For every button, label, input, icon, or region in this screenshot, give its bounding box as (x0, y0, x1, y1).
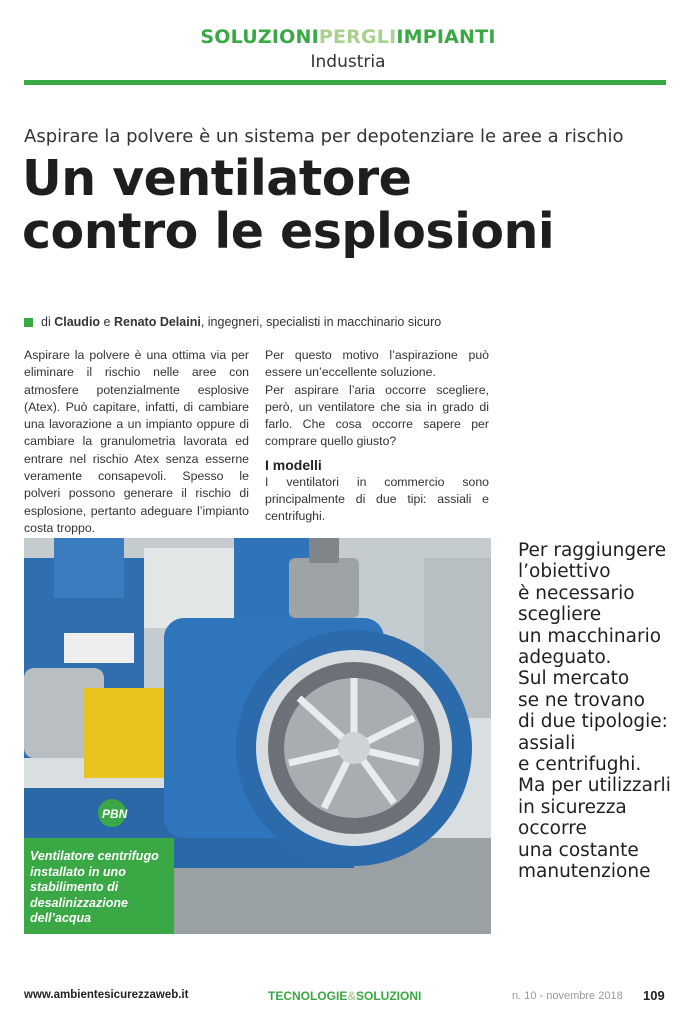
section-title-part1: SOLUZIONI (200, 26, 319, 48)
article-title (22, 152, 554, 258)
pullquote-line: e centrifughi. (518, 754, 642, 776)
section-title-part3: IMPIANTI (396, 26, 496, 48)
pbn-logo: PBN (102, 807, 128, 821)
pullquote-line: Sul mercato (518, 668, 630, 690)
photo-caption: Ventilatore centrifugo installato in uno stabilimento di desalinizzazione dell’acqua (24, 838, 174, 934)
body-paragraph: I ventilatori in commercio sono principalmente di due tipi: assiali e centrifughi. (265, 474, 489, 524)
magazine-name-part1: TECNOLOGIE (268, 989, 348, 1003)
pullquote-line: di due tipologie: (518, 711, 668, 733)
pull-quote (518, 540, 678, 883)
pullquote-line: una costante (518, 839, 639, 861)
issue-info: n. 10 - novembre 2018 (512, 990, 623, 1002)
website-link[interactable]: www.ambientesicurezzaweb.it (24, 989, 189, 1001)
pullquote-line: l’obiettivo (518, 561, 611, 583)
pullquote-line: è necessario (518, 582, 635, 604)
body-column-1: Aspirare la polvere è una ottima via per eliminare il rischio nelle aree con atmosfere potenzialmente esplosive (Atex). Può capitare, infatti, di cambiare una lavorazione a un impianto oppure di cambiare la granulometria lavorata ed entrare nel rischio Atex senza esserne veramente consapevoli. Spesso le polveri possono generare il rischio di esplosione, pertanto adeguare l’impianto costa troppo. (24, 348, 249, 535)
pullquote-line: adeguato. (518, 647, 612, 669)
bullet-square-icon (24, 318, 33, 327)
pullquote-line: assiali (518, 732, 576, 754)
pullquote-line: un macchinario (518, 625, 662, 647)
magazine-name-amp: & (347, 989, 357, 1003)
pullquote-line: Ma per utilizzarli (518, 775, 671, 797)
byline-prefix: di (41, 315, 51, 329)
section-title-part2: PERGLI (318, 26, 397, 48)
page-number: 109 (643, 988, 665, 1003)
byline-suffix: , ingegneri, specialisti in macchinario sicuro (200, 315, 442, 329)
title-line-2: contro le esplosioni (22, 203, 555, 260)
byline (24, 315, 441, 329)
pullquote-line: se ne trovano (518, 689, 645, 711)
byline-conjunction: e (103, 315, 111, 329)
pullquote-line: scegliere (518, 604, 602, 626)
subsection-label: Industria (310, 52, 386, 72)
body-paragraph: Per aspirare l’aria occorre scegliere, però, un ventilatore che sia in grado di farlo. Che cosa occorre sapere per comprare quello giusto? (265, 382, 489, 449)
body-paragraph: Per questo motivo l’aspirazione può essere un’eccellente soluzione. (265, 348, 489, 380)
pullquote-line: Per raggiungere (518, 540, 667, 561)
article-kicker: Aspirare la polvere è un sistema per depotenziare le aree a rischio (24, 126, 624, 147)
byline-author-2: Renato Delaini (113, 315, 201, 329)
pullquote-line: occorre (518, 818, 587, 840)
body-column-2 (265, 347, 489, 526)
byline-author-1: Claudio (54, 315, 101, 329)
header-divider (24, 80, 666, 85)
pullquote-line: manutenzione (518, 861, 651, 883)
magazine-name-part2: SOLUZIONI (356, 989, 422, 1003)
title-line-1: Un ventilatore (22, 150, 412, 207)
magazine-name (268, 989, 421, 1003)
section-header (0, 26, 696, 48)
subheading: I modelli (265, 456, 322, 473)
pullquote-line: in sicurezza (518, 796, 627, 818)
